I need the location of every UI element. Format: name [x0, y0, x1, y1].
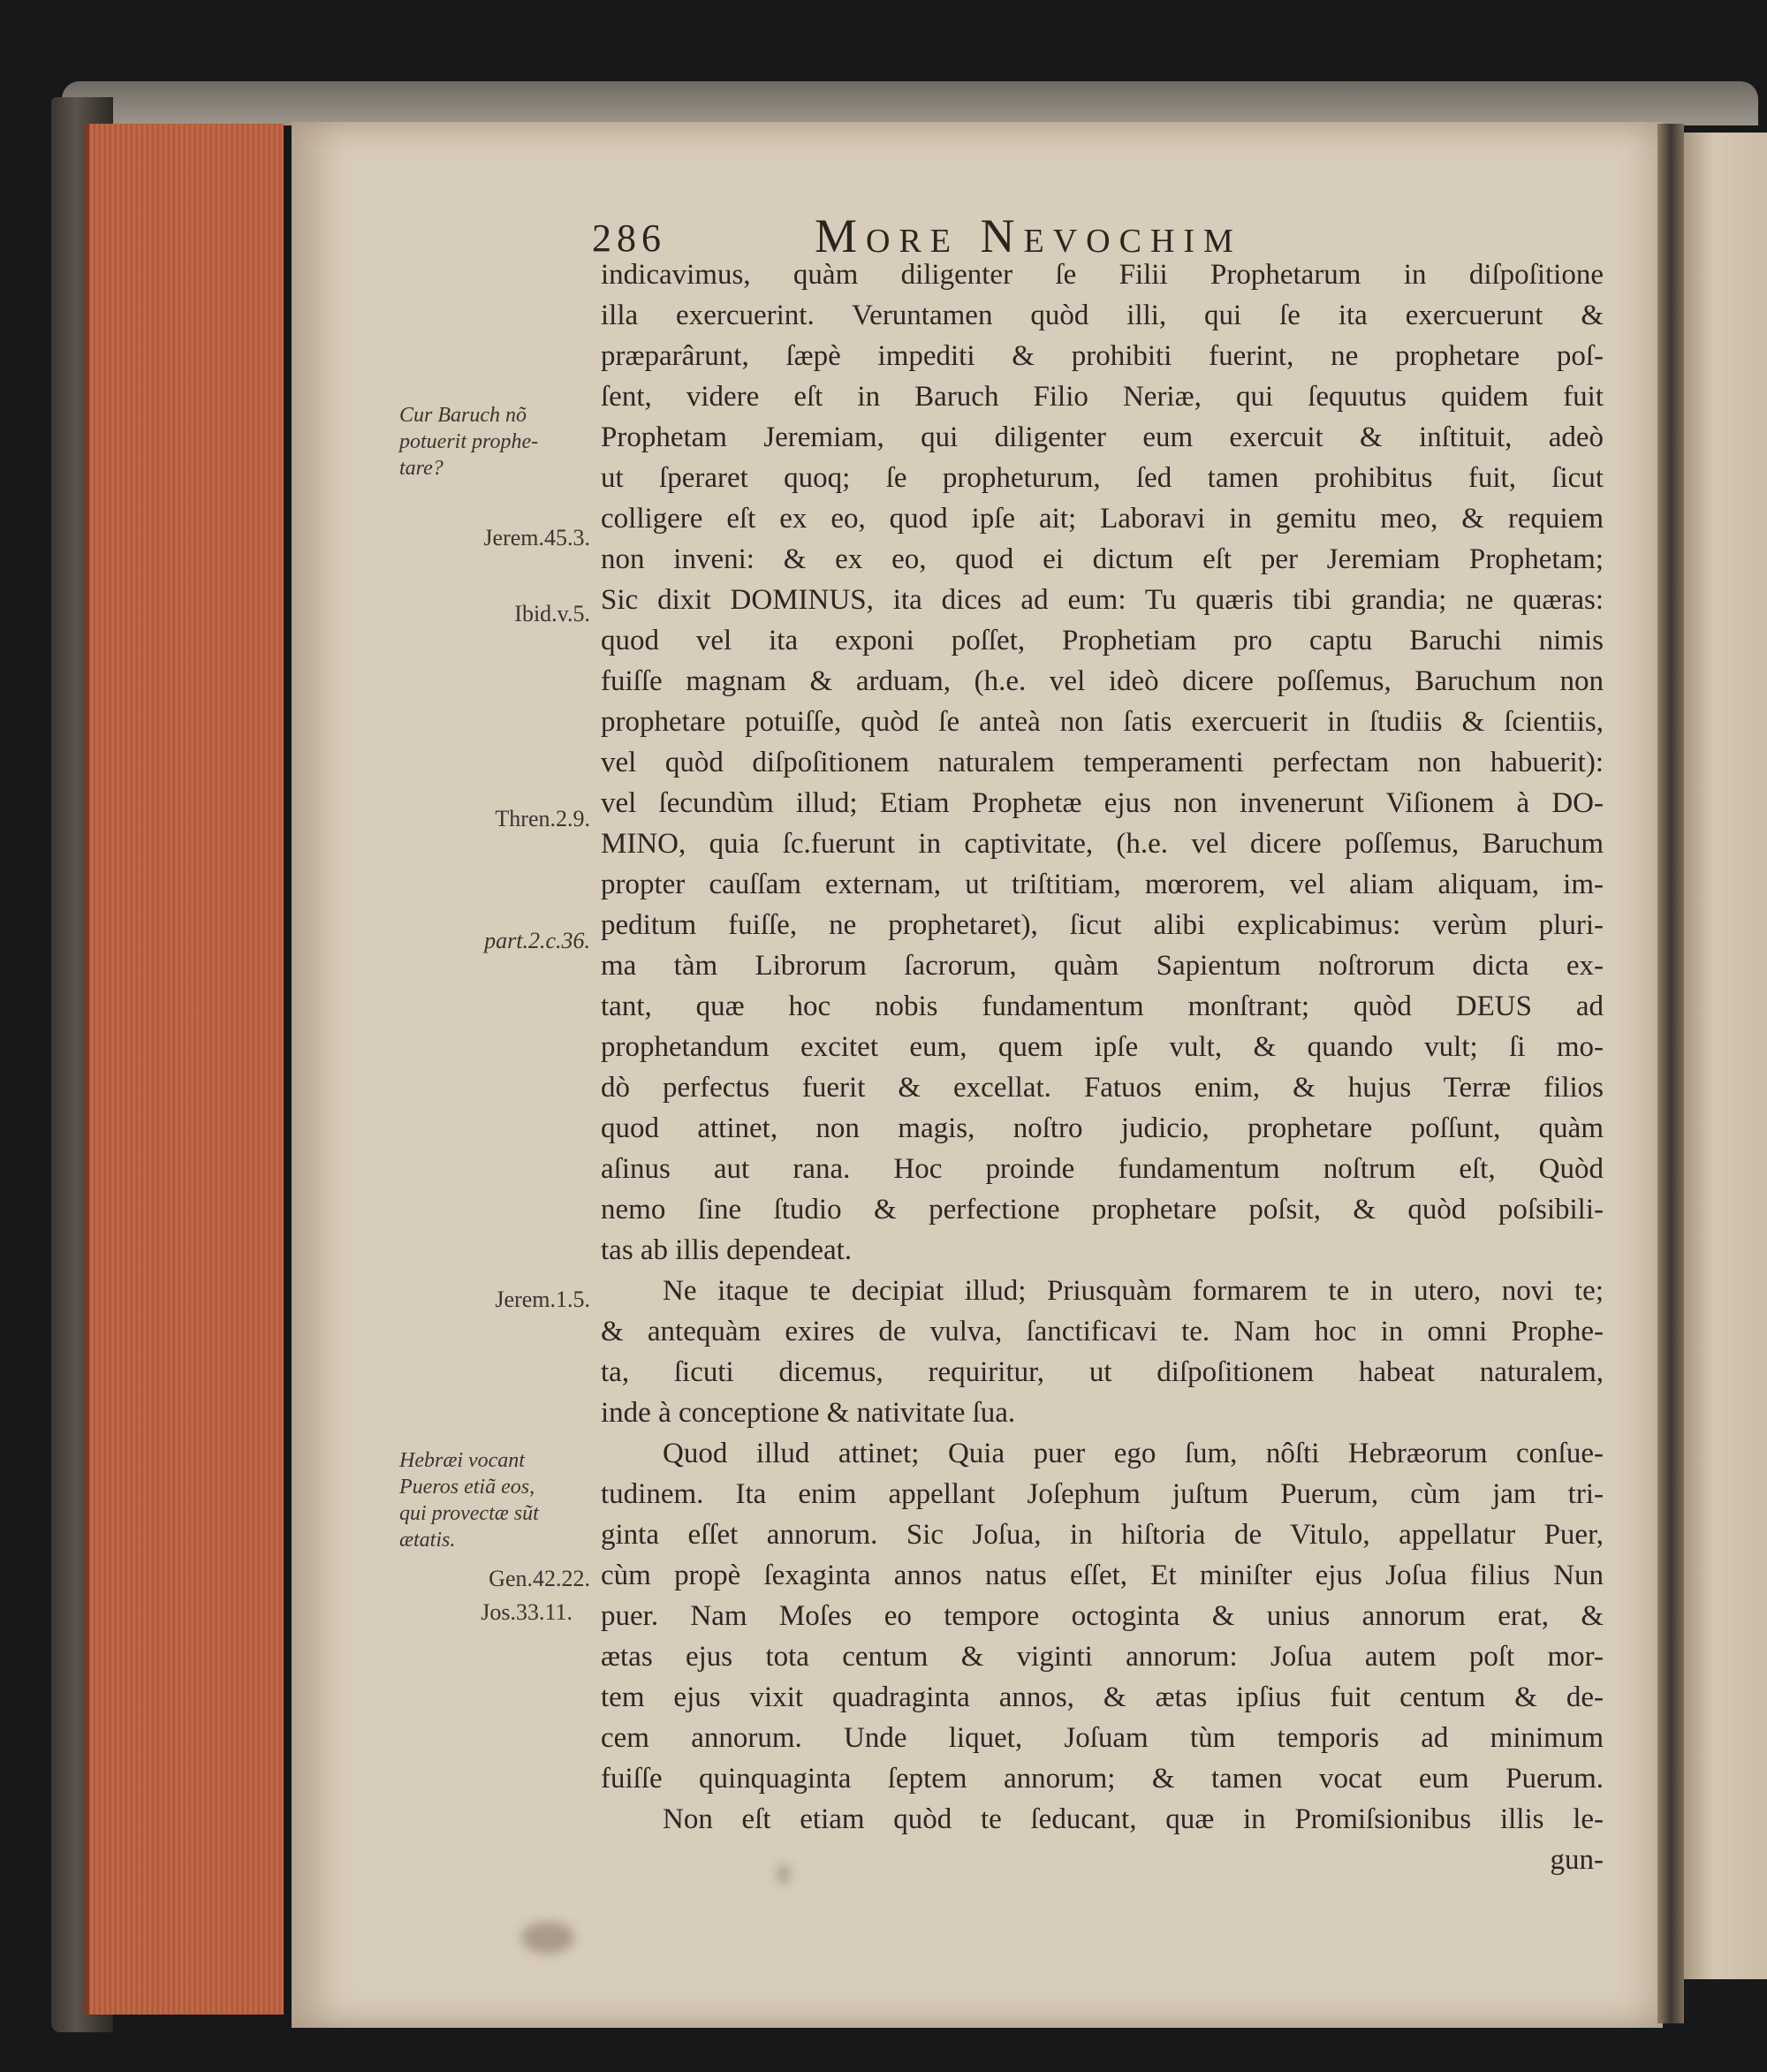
margin-ref: Jerem.45.3.: [483, 525, 590, 550]
text-line: quod vel ita exponi poſſet, Prophetiam pro captu Baruchi nimis: [601, 625, 1604, 657]
ink-smudge: [521, 1922, 574, 1954]
margin-note-hebraei: [399, 1447, 604, 1553]
text-line: aſinus aut rana. Hoc proinde fundamentum noſtrum eſt, Quòd: [601, 1153, 1604, 1185]
margin-note-baruch: [399, 402, 604, 482]
text-line: peditum fuiſſe, ne prophetaret), ſicut alibi explicabimus: verùm pluri-: [601, 909, 1604, 941]
text-line: inde à conceptione & nativitate ſua.: [601, 1397, 1016, 1429]
text-line: tas ab illis dependeat.: [601, 1234, 853, 1266]
margin-ref: part.2.c.36.: [484, 928, 590, 953]
text-line: non inveni: & ex eo, quod ei dictum eſt per Jeremiam Prophetam;: [601, 543, 1604, 575]
text-line: Sic dixit DOMINUS, ita dices ad eum: Tu quæris tibi grandia; ne quæras:: [601, 584, 1604, 616]
text-line: fuiſſe quinquaginta ſeptem annorum; & tamen vocat eum Puerum.: [601, 1763, 1604, 1795]
text-line: Prophetam Jeremiam, qui diligenter eum exercuit & inſtituit, adeò: [601, 421, 1604, 453]
text-line: Non eſt etiam quòd te ſeducant, quæ in Promiſsionibus illis le-: [663, 1803, 1604, 1835]
text-line: cem annorum. Unde liquet, Joſuam tùm temporis ad minimum: [601, 1722, 1604, 1754]
text-line: & antequàm exires de vulva, ſanctificavi te. Nam hoc in omni Prophe-: [601, 1316, 1604, 1347]
text-line: tem ejus vixit quadraginta annos, & ætas ipſius fuit centum & de-: [601, 1681, 1604, 1713]
margin-note-line: qui provectæ sũt: [399, 1502, 539, 1525]
text-line: ut ſperaret quoq; ſe propheturum, ſed tamen prohibitus fuit, ſicut: [601, 462, 1604, 494]
text-line: dò perfectus fuerit & excellat. Fatuos enim, & hujus Terræ filios: [601, 1072, 1604, 1104]
main-text: [601, 254, 1604, 1880]
text-line: Quod illud attinet; Quia puer ego ſum, nôſti Hebræorum conſue-: [663, 1438, 1604, 1469]
margin-note-line: ætatis.: [399, 1529, 456, 1552]
text-line: ſent, videre eſt in Baruch Filio Neriæ, qui ſequutus quidem fuit: [601, 381, 1604, 413]
margin-ref: Gen.42.22.: [489, 1566, 590, 1591]
page-header: [592, 209, 1564, 262]
text-line: prophetare potuiſſe, quòd ſe anteà non ſatis exercuerit in ſtudiis & ſcientiis,: [601, 706, 1604, 738]
text-line: prophetandum excitet eum, quem ipſe vult, & quando vult; ſi mo-: [601, 1031, 1604, 1063]
margin-ref: Jos.33.11.: [481, 1599, 573, 1625]
text-line: tant, quæ hoc nobis fundamentum monſtrant; quòd DEUS ad: [601, 990, 1604, 1022]
text-line: Ne itaque te decipiat illud; Priusquàm formarem te in utero, novi te;: [663, 1275, 1604, 1307]
margin-ref: Thren.2.9.: [495, 806, 590, 831]
margin-note-line: Pueros etiã eos,: [399, 1476, 535, 1499]
text-line: fuiſſe magnam & arduam, (h.e. vel ideò dicere poſſemus, Baruchum non: [601, 665, 1604, 697]
text-line: ta, ſicuti dicemus, requiritur, ut diſpoſitionem habeat naturalem,: [601, 1356, 1604, 1388]
page-gutter: [1657, 124, 1684, 2023]
book-top-edge: [62, 81, 1758, 125]
text-line: propter cauſſam externam, ut triſtitiam, mœrorem, vel aliam aliquam, im-: [601, 869, 1604, 900]
margin-ref: Jerem.1.5.: [495, 1286, 590, 1312]
text-line: quod attinet, non magis, noſtro judicio, prophetare poſſunt, quàm: [601, 1112, 1604, 1144]
text-line: illa exercuerint. Veruntamen quòd illi, qui ſe ita exercuerunt &: [601, 300, 1604, 331]
text-line: indicavimus, quàm diligenter ſe Filii Prophetarum in diſpoſitione: [601, 259, 1604, 291]
text-line: præparârunt, ſæpè impediti & prohibiti fuerint, ne prophetare poſ-: [601, 340, 1604, 372]
margin-note-line: Hebræi vocant: [399, 1449, 525, 1472]
margin-note-line: potuerit prophe-: [399, 430, 539, 453]
text-line: vel ſecundùm illud; Etiam Prophetæ ejus non invenerunt Viſionem à DO-: [601, 787, 1604, 819]
ink-smudge: [777, 1864, 790, 1884]
running-head: More Nevochim: [815, 209, 1242, 262]
text-line: vel quòd diſpoſitionem naturalem temperamenti perfectam non habuerit):: [601, 747, 1604, 778]
margin-note-line: Cur Baruch nõ: [399, 404, 527, 427]
text-line: puer. Nam Moſes eo tempore octoginta & unius annorum erat, &: [601, 1600, 1604, 1632]
text-line: tudinem. Ita enim appellant Joſephum juſtum Puerum, cùm jam tri-: [601, 1478, 1604, 1510]
text-line: cùm propè ſexaginta annos natus eſſet, Et miniſter ejus Joſua filius Nun: [601, 1560, 1604, 1591]
text-line: MINO, quia ſc.fuerunt in captivitate, (h.e. vel dicere poſſemus, Baruchum: [601, 828, 1604, 860]
catchword: gun-: [1550, 1844, 1604, 1876]
text-line: ginta eſſet annorum. Sic Joſua, in hiſtoria de Vitulo, appellatur Puer,: [601, 1519, 1604, 1551]
margin-note-line: tare?: [399, 457, 444, 480]
text-line: nemo ſine ſtudio & perfectione prophetare poſsit, & quòd poſsibili-: [601, 1194, 1604, 1226]
page-edges: [84, 124, 284, 2015]
text-line: ætas ejus tota centum & viginti annorum: Joſua autem poſt mor-: [601, 1641, 1604, 1673]
page-number: 286: [592, 216, 666, 260]
margin-ref: Ibid.v.5.: [514, 601, 590, 626]
text-line: ma tàm Librorum ſacrorum, quàm Sapientum noſtrorum dicta ex-: [601, 950, 1604, 982]
facing-page: [1679, 133, 1767, 1979]
text-line: colligere eſt ex eo, quod ipſe ait; Laboravi in gemitu meo, & requiem: [601, 503, 1604, 535]
